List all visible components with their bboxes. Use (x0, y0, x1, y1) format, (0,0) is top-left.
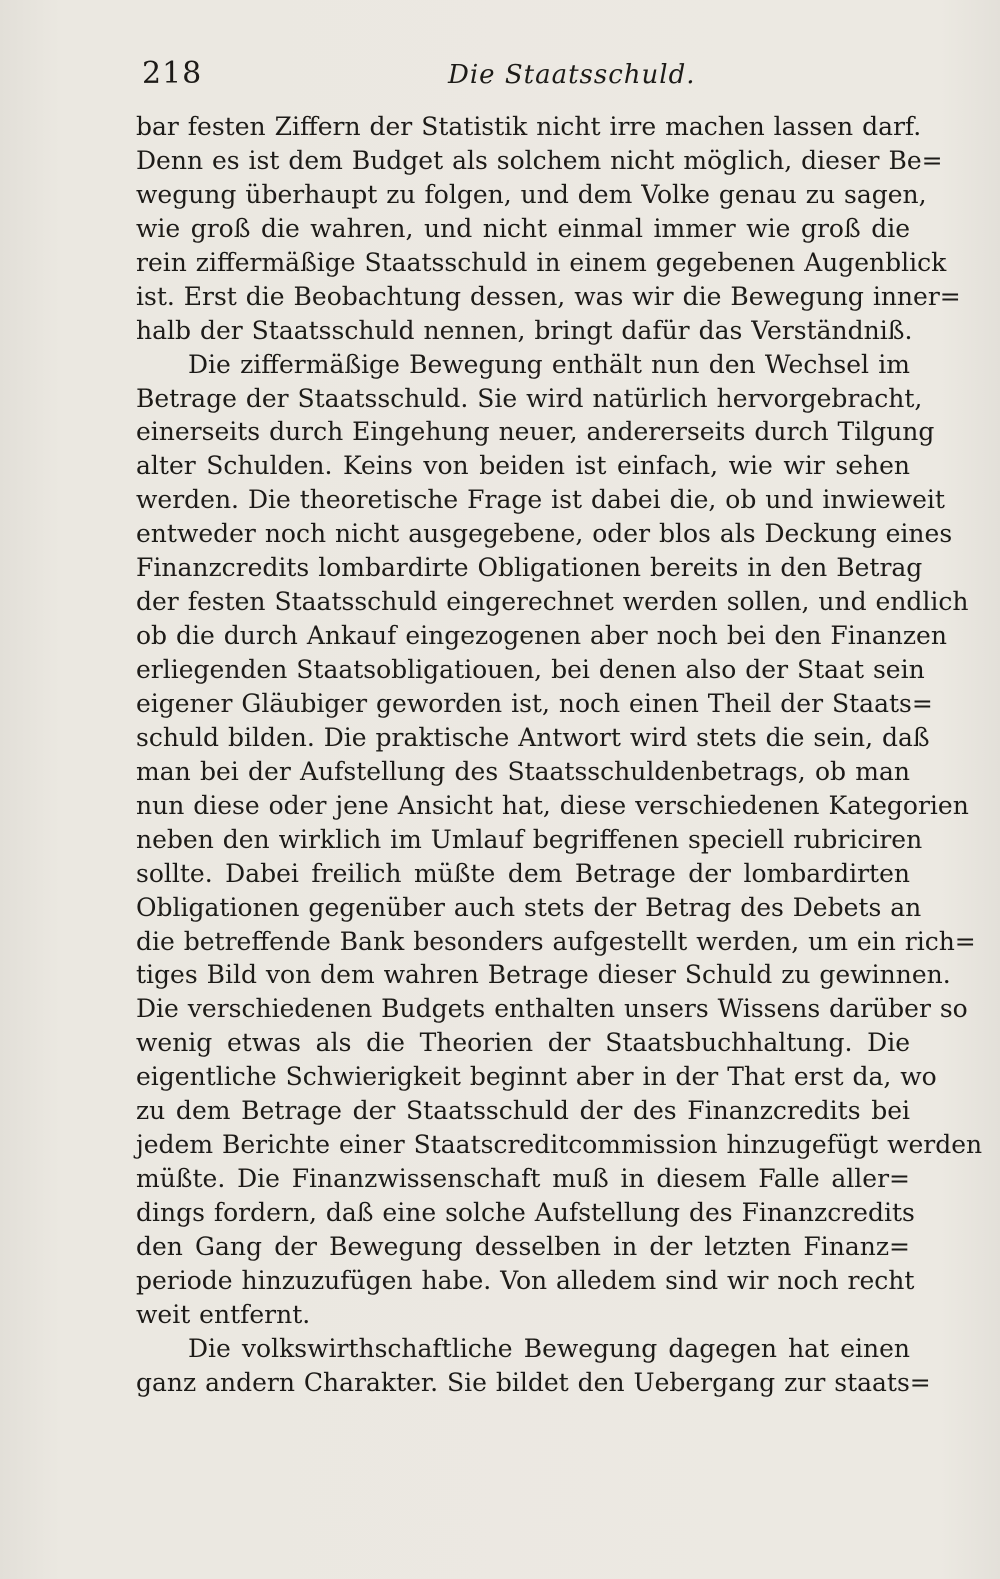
text-line: alter Schulden. Keins von beiden ist einfach, wie wir sehen (136, 451, 910, 481)
text-line: tiges Bild von dem wahren Betrage dieser Schuld zu gewinnen. (136, 960, 951, 990)
text-line: Obligationen gegenüber auch stets der Betrag des Debets an (136, 892, 922, 922)
text-line: jedem Berichte einer Staatscreditcommission hinzugefügt werden (136, 1130, 983, 1160)
text-line: weit entfernt. (136, 1299, 311, 1329)
page-number: 218 (142, 56, 203, 91)
text-line: halb der Staatsschuld nennen, bringt dafür das Verständniß. (136, 315, 913, 345)
paragraph-start-line: Die ziffermäßige Bewegung enthält nun den Wechsel im (188, 349, 910, 379)
text-line: müßte. Die Finanzwissenschaft muß in diesem Falle aller= (136, 1164, 910, 1194)
text-line: Denn es ist dem Budget als solchem nicht möglich, dieser Be= (136, 145, 943, 175)
text-line: neben den wirklich im Umlauf begriffenen speciell rubriciren (136, 824, 923, 854)
text-line: ob die durch Ankauf eingezogenen aber noch bei den Finanzen (136, 621, 947, 651)
text-line: schuld bilden. Die praktische Antwort wird stets die sein, daß (136, 722, 930, 752)
text-line: wie groß die wahren, und nicht einmal immer wie groß die (136, 213, 910, 243)
text-line: sollte. Dabei freilich müßte dem Betrage der lombardirten (136, 858, 910, 888)
page-header (136, 56, 910, 96)
text-line: rein ziffermäßige Staatsschuld in einem gegebenen Augenblick (136, 247, 947, 277)
text-line: Finanzcredits lombardirte Obligationen bereits in den Betrag (136, 553, 923, 583)
text-line: Die verschiedenen Budgets enthalten unsers Wissens darüber so (136, 994, 968, 1024)
text-line: den Gang der Bewegung desselben in der letzten Finanz= (136, 1231, 910, 1261)
paragraph-start-line: Die volkswirthschaftliche Bewegung dagegen hat einen (188, 1333, 910, 1363)
text-line: einerseits durch Eingehung neuer, andererseits durch Tilgung (136, 417, 935, 447)
text-line: bar festen Ziffern der Statistik nicht irre machen lassen darf. (136, 112, 922, 141)
text-line: dings fordern, daß eine solche Aufstellung des Finanzcredits (136, 1198, 915, 1227)
text-line: zu dem Betrage der Staatsschuld der des Finanzcredits bei (136, 1096, 910, 1126)
text-line: wenig etwas als die Theorien der Staatsbuchhaltung. Die (136, 1028, 910, 1058)
text-line: wegung überhaupt zu folgen, und dem Volke genau zu sagen, (136, 179, 927, 209)
text-line: erliegenden Staatsobligatiouen, bei denen also der Staat sein (136, 655, 925, 684)
text-line: man bei der Aufstellung des Staatsschuldenbetrags, ob man (136, 756, 910, 786)
text-line: eigener Gläubiger geworden ist, noch einen Theil der Staats= (136, 688, 933, 718)
text-line: die betreffende Bank besonders aufgestellt werden, um ein rich= (136, 926, 976, 956)
text-line: entweder noch nicht ausgegebene, oder blos als Deckung eines (136, 519, 953, 549)
text-line: Betrage der Staatsschuld. Sie wird natürlich hervorgebracht, (136, 383, 923, 413)
text-line: der festen Staatsschuld eingerechnet werden sollen, und endlich (136, 587, 969, 617)
body-text (136, 110, 983, 1400)
text-line: nun diese oder jene Ansicht hat, diese verschiedenen Kategorien (136, 790, 969, 820)
text-line: werden. Die theoretische Frage ist dabei die, ob und inwieweit (136, 485, 945, 515)
text-line: eigentliche Schwierigkeit beginnt aber in der That erst da, wo (136, 1062, 937, 1092)
text-line: ganz andern Charakter. Sie bildet den Uebergang zur staats= (136, 1367, 931, 1397)
running-title: Die Staatsschuld. (448, 60, 696, 90)
text-line: periode hinzuzufügen habe. Von alledem sind wir noch recht (136, 1265, 915, 1295)
text-line: ist. Erst die Beobachtung dessen, was wir die Bewegung inner= (136, 281, 961, 311)
